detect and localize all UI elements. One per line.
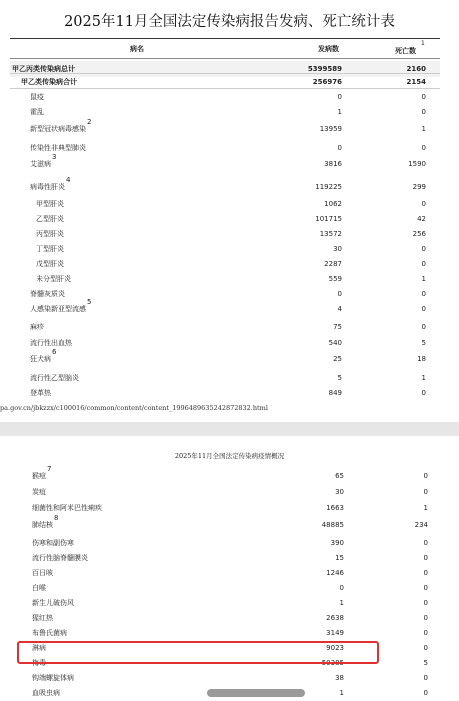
footnote-marker: 2 bbox=[87, 118, 92, 126]
table-row bbox=[10, 335, 440, 351]
death-count: 234 bbox=[414, 521, 428, 529]
table-row bbox=[10, 286, 440, 302]
disease-name: 乙型肝炎 bbox=[36, 215, 64, 223]
case-count: 1 bbox=[339, 689, 344, 697]
disease-name: 鼠疫 bbox=[30, 93, 44, 101]
table-row bbox=[10, 176, 440, 195]
death-count: 0 bbox=[421, 245, 426, 253]
death-count: 0 bbox=[421, 260, 426, 268]
death-count: 0 bbox=[421, 323, 426, 331]
page-title: 2025年11月全国法定传染病报告发病、死亡统计表 bbox=[64, 14, 395, 30]
death-count: 2160 bbox=[406, 65, 426, 73]
highlight-box bbox=[17, 641, 379, 664]
disease-name: 戊型肝炎 bbox=[36, 260, 64, 268]
disease-name: 丙型肝炎 bbox=[36, 230, 64, 238]
case-count: 849 bbox=[328, 389, 342, 397]
table-row bbox=[10, 319, 440, 335]
table-row bbox=[12, 514, 442, 533]
table-row bbox=[12, 580, 442, 596]
disease-name: 脊髓灰质炎 bbox=[30, 290, 65, 298]
disease-name: 霍乱 bbox=[30, 108, 44, 116]
page-url: pa.gov.cn/jbkzzx/c100016/common/content/content_1996489635242872832.html bbox=[0, 404, 268, 412]
death-count: 0 bbox=[423, 644, 428, 652]
disease-name: 流行性脑脊髓膜炎 bbox=[32, 554, 88, 562]
case-count: 0 bbox=[337, 93, 342, 101]
disease-name: 伤寒和副伤寒 bbox=[32, 539, 74, 547]
case-count: 30 bbox=[333, 245, 342, 253]
case-count: 2638 bbox=[326, 614, 344, 622]
case-count: 65 bbox=[335, 472, 344, 480]
death-count: 0 bbox=[423, 584, 428, 592]
case-count: 4 bbox=[337, 305, 342, 313]
case-count: 3149 bbox=[326, 629, 344, 637]
death-count: 0 bbox=[421, 290, 426, 298]
table-row bbox=[12, 535, 442, 551]
disease-name: 肺结核 bbox=[32, 521, 53, 529]
death-count: 0 bbox=[421, 200, 426, 208]
table-row bbox=[12, 625, 442, 641]
case-count: 1663 bbox=[326, 504, 344, 512]
table-row bbox=[10, 118, 440, 137]
case-count: 13572 bbox=[319, 230, 342, 238]
table-row bbox=[10, 140, 440, 156]
case-count: 15 bbox=[335, 554, 344, 562]
death-count: 5 bbox=[423, 659, 428, 667]
table-row bbox=[12, 670, 442, 686]
disease-name: 登革热 bbox=[30, 389, 51, 397]
footnote-marker: 8 bbox=[54, 514, 59, 522]
death-count: 5 bbox=[421, 339, 426, 347]
disease-name: 梅毒 bbox=[32, 659, 46, 667]
case-count: 390 bbox=[330, 539, 344, 547]
disease-name: 麻疹 bbox=[30, 323, 44, 331]
death-count: 0 bbox=[423, 488, 428, 496]
case-count: 13959 bbox=[319, 125, 342, 133]
disease-name: 丁型肝炎 bbox=[36, 245, 64, 253]
death-count: 0 bbox=[421, 93, 426, 101]
table-row bbox=[10, 89, 440, 105]
death-count: 42 bbox=[417, 215, 426, 223]
case-count: 1062 bbox=[324, 200, 342, 208]
footnote-marker: 7 bbox=[47, 465, 52, 473]
death-count: 18 bbox=[417, 355, 426, 363]
table-row bbox=[10, 196, 440, 212]
page-2-title: 2025年11月全国法定传染病疫情概况 bbox=[174, 452, 285, 460]
case-count: 1 bbox=[339, 599, 344, 607]
disease-name: 布鲁氏菌病 bbox=[32, 629, 67, 637]
column-header-deaths: 死亡数 bbox=[395, 47, 416, 55]
column-header-deaths-note: 1 bbox=[421, 40, 425, 47]
death-count: 0 bbox=[421, 305, 426, 313]
disease-name: 狂犬病 bbox=[30, 355, 51, 363]
case-count: 5399589 bbox=[307, 65, 342, 73]
row-rule bbox=[10, 88, 440, 89]
table-row bbox=[12, 610, 442, 626]
table-row bbox=[10, 211, 440, 227]
disease-name: 甲乙类传染病合计 bbox=[21, 78, 77, 86]
table-row bbox=[10, 104, 440, 120]
case-count: 559 bbox=[328, 275, 342, 283]
death-count: 0 bbox=[423, 472, 428, 480]
column-header-name: 病名 bbox=[130, 45, 144, 53]
table-row bbox=[12, 500, 442, 516]
table-row bbox=[10, 256, 440, 272]
footnote-marker: 6 bbox=[52, 348, 57, 356]
disease-name: 甲型肝炎 bbox=[36, 200, 64, 208]
disease-name: 流行性乙型脑炎 bbox=[30, 374, 79, 382]
table-row bbox=[10, 348, 440, 367]
disease-name: 病毒性肝炎 bbox=[30, 183, 65, 191]
death-count: 1 bbox=[421, 125, 426, 133]
death-count: 2154 bbox=[406, 78, 426, 86]
table-row bbox=[10, 271, 440, 287]
footnote-marker: 4 bbox=[66, 176, 71, 184]
table-row bbox=[10, 241, 440, 257]
disease-name: 传染性非典型肺炎 bbox=[30, 144, 86, 152]
case-count: 48885 bbox=[321, 521, 344, 529]
table-row bbox=[12, 465, 442, 484]
row-rule bbox=[10, 73, 440, 74]
case-count: 1 bbox=[337, 108, 342, 116]
case-count: 30 bbox=[335, 488, 344, 496]
disease-name: 未分型肝炎 bbox=[36, 275, 71, 283]
disease-name: 白喉 bbox=[32, 584, 46, 592]
case-count: 540 bbox=[328, 339, 342, 347]
table-row bbox=[10, 385, 440, 401]
death-count: 0 bbox=[423, 569, 428, 577]
disease-name: 钩端螺旋体病 bbox=[32, 674, 74, 682]
table-row bbox=[12, 484, 442, 500]
table-row bbox=[12, 595, 442, 611]
death-count: 0 bbox=[423, 674, 428, 682]
case-count: 0 bbox=[339, 584, 344, 592]
case-count: 119225 bbox=[315, 183, 342, 191]
disease-name: 艾滋病 bbox=[30, 160, 51, 168]
disease-name: 猩红热 bbox=[32, 614, 53, 622]
table-row bbox=[10, 226, 440, 242]
footnote-marker: 3 bbox=[52, 153, 57, 161]
death-count: 1590 bbox=[408, 160, 426, 168]
death-count: 0 bbox=[423, 629, 428, 637]
disease-name: 甲乙丙类传染病总计 bbox=[12, 65, 75, 73]
table-row bbox=[10, 370, 440, 386]
death-count: 0 bbox=[423, 689, 428, 697]
death-count: 0 bbox=[421, 108, 426, 116]
death-count: 0 bbox=[423, 614, 428, 622]
case-count: 1246 bbox=[326, 569, 344, 577]
case-count: 2287 bbox=[324, 260, 342, 268]
table-top-rule bbox=[10, 38, 440, 39]
death-count: 0 bbox=[421, 389, 426, 397]
disease-name: 血吸虫病 bbox=[32, 689, 60, 697]
case-count: 25 bbox=[333, 355, 342, 363]
disease-name: 猴痘 bbox=[32, 472, 46, 480]
disease-name: 新型冠状病毒感染 bbox=[30, 125, 86, 133]
table-row bbox=[12, 565, 442, 581]
disease-name: 百日咳 bbox=[32, 569, 53, 577]
death-count: 1 bbox=[421, 275, 426, 283]
table-row bbox=[10, 298, 440, 317]
disease-name: 新生儿破伤风 bbox=[32, 599, 74, 607]
disease-name: 细菌性和阿米巴性痢疾 bbox=[32, 504, 102, 512]
death-count: 299 bbox=[412, 183, 426, 191]
case-count: 5 bbox=[337, 374, 342, 382]
death-count: 1 bbox=[423, 504, 428, 512]
case-count: 50385 bbox=[321, 659, 344, 667]
disease-name: 流行性出血热 bbox=[30, 339, 72, 347]
death-count: 0 bbox=[423, 599, 428, 607]
footnote-marker: 5 bbox=[87, 298, 92, 306]
disease-name: 淋病 bbox=[32, 644, 46, 652]
death-count: 0 bbox=[423, 539, 428, 547]
case-count: 38 bbox=[335, 674, 344, 682]
page-gap bbox=[0, 422, 459, 436]
case-count: 101715 bbox=[315, 215, 342, 223]
case-count: 256976 bbox=[312, 78, 342, 86]
disease-name: 人感染新亚型流感 bbox=[30, 305, 86, 313]
table-row bbox=[10, 153, 440, 172]
header-bottom-rule bbox=[10, 58, 440, 59]
case-count: 9023 bbox=[326, 644, 344, 652]
death-count: 256 bbox=[412, 230, 426, 238]
disease-name: 炭疽 bbox=[32, 488, 46, 496]
case-count: 0 bbox=[337, 290, 342, 298]
case-count: 3816 bbox=[324, 160, 342, 168]
table-row bbox=[12, 550, 442, 566]
death-count: 0 bbox=[421, 144, 426, 152]
case-count: 75 bbox=[333, 323, 342, 331]
death-count: 1 bbox=[421, 374, 426, 382]
death-count: 0 bbox=[423, 554, 428, 562]
column-header-cases: 发病数 bbox=[318, 45, 339, 53]
horizontal-scrollbar[interactable] bbox=[207, 689, 305, 697]
case-count: 0 bbox=[337, 144, 342, 152]
